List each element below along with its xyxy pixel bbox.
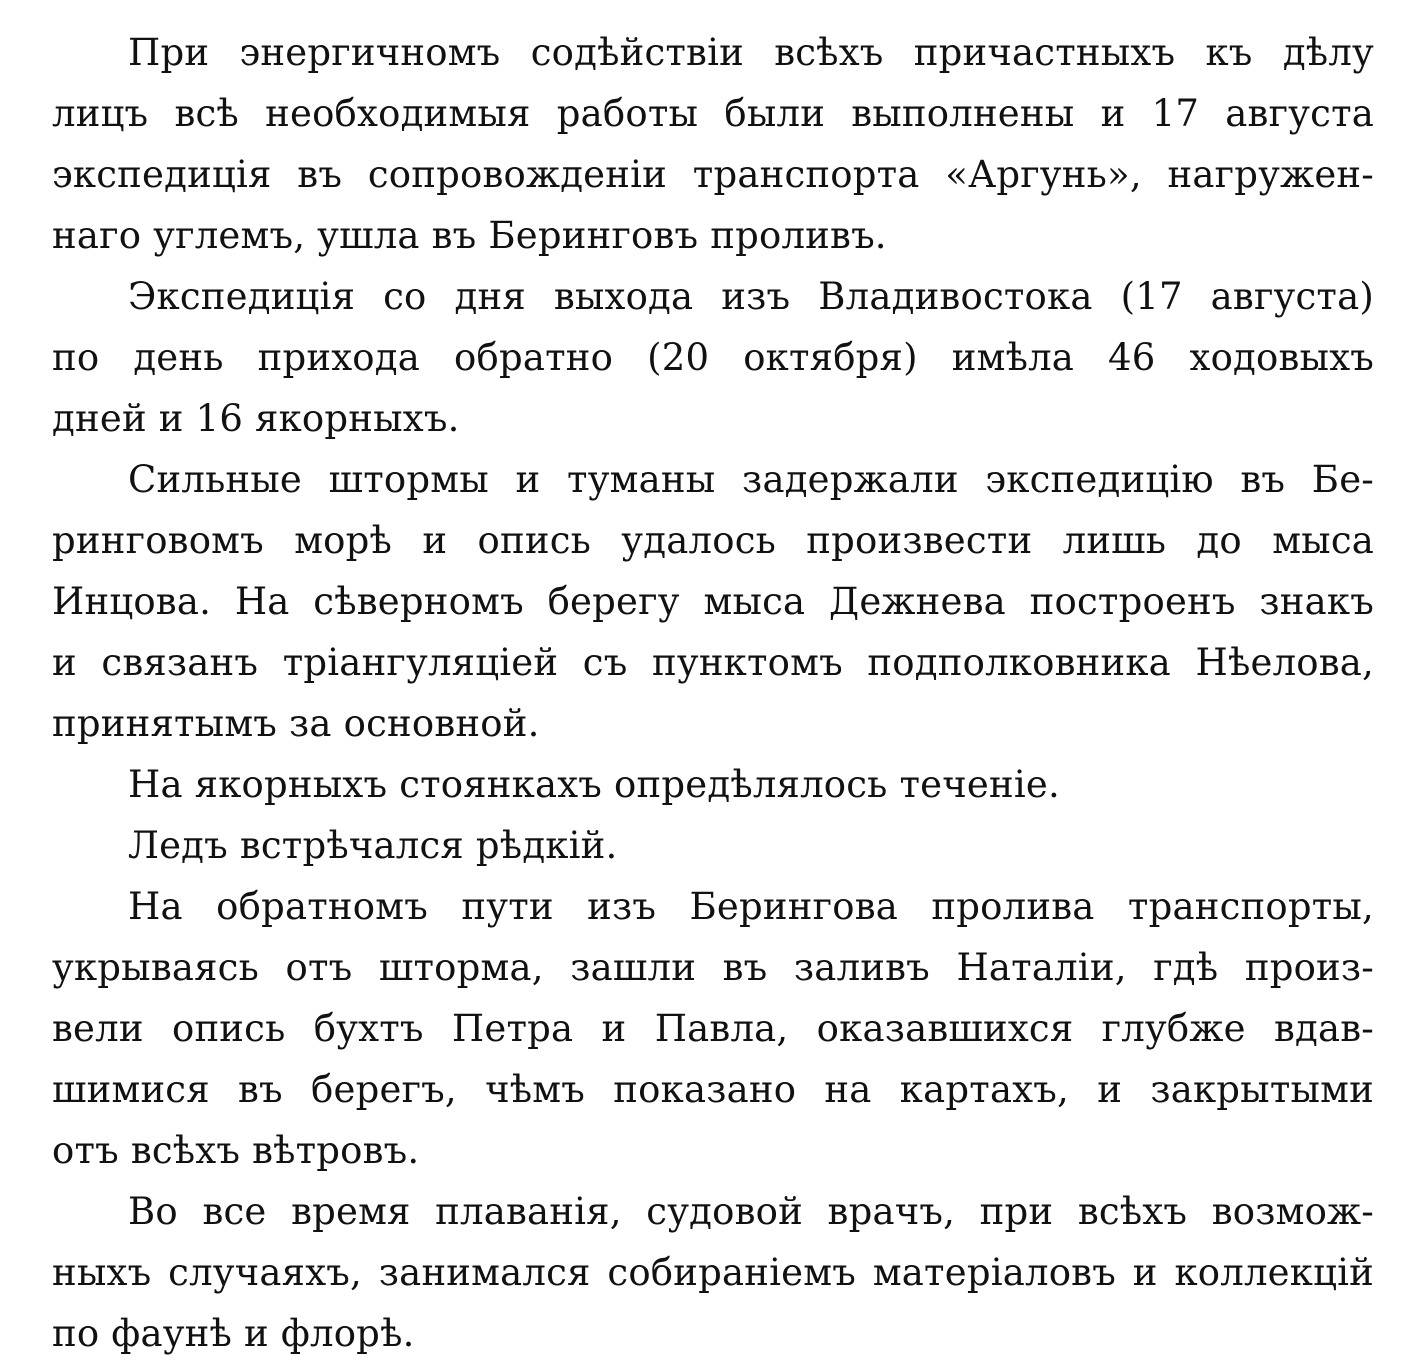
paragraph-7: [52, 1181, 1374, 1364]
text-line: Инцова. На сѣверномъ берегу мыса Дежнева построенъ знакъ: [52, 580, 1374, 623]
text-line: На обратномъ пути изъ Берингова пролива транспорты,: [128, 885, 1374, 928]
paragraph-3: [52, 449, 1374, 754]
document-text: [52, 22, 1374, 1364]
paragraph-5: [52, 815, 1374, 876]
paragraph-2: [52, 266, 1374, 449]
text-line: по день прихода обратно (20 октября) имѣла 46 ходовыхъ: [52, 336, 1374, 379]
text-line: по фаунѣ и флорѣ.: [52, 1312, 415, 1355]
text-line: Ледъ встрѣчался рѣдкій.: [128, 824, 618, 867]
text-line: ныхъ случаяхъ, занимался собираніемъ матеріаловъ и коллекцій: [52, 1251, 1374, 1294]
text-line: наго углемъ, ушла въ Беринговъ проливъ.: [52, 214, 887, 257]
text-line: шимися въ берегъ, чѣмъ показано на картахъ, и закрытыми: [52, 1068, 1374, 1111]
text-line: дней и 16 якорныхъ.: [52, 397, 460, 440]
paragraph-6: [52, 876, 1374, 1181]
text-line: укрываясь отъ шторма, зашли въ заливъ Наталіи, гдѣ произ-: [52, 946, 1374, 989]
text-line: вели опись бухтъ Петра и Павла, оказавшихся глубже вдав-: [52, 1007, 1374, 1050]
text-line: При энергичномъ содѣйствіи всѣхъ причастныхъ къ дѣлу: [128, 31, 1374, 74]
text-line: Сильные штормы и туманы задержали экспедицію въ Бе-: [128, 458, 1374, 501]
paragraph-4: [52, 754, 1374, 815]
text-line: отъ всѣхъ вѣтровъ.: [52, 1129, 420, 1172]
text-line: и связанъ тріангуляціей съ пунктомъ подполковника Нѣелова,: [52, 641, 1374, 684]
paragraph-1: [52, 22, 1374, 266]
text-line: ринговомъ морѣ и опись удалось произвести лишь до мыса: [52, 519, 1374, 562]
text-line: лицъ всѣ необходимыя работы были выполнены и 17 августа: [52, 92, 1374, 135]
text-line: На якорныхъ стоянкахъ опредѣлялось теченіе.: [128, 763, 1060, 806]
text-line: Во все время плаванія, судовой врачъ, при всѣхъ возмож-: [128, 1190, 1374, 1233]
text-line: экспедиція въ сопровожденіи транспорта «Аргунь», нагружен-: [52, 153, 1374, 196]
text-line: принятымъ за основной.: [52, 702, 540, 745]
text-line: Экспедиція со дня выхода изъ Владивостока (17 августа): [128, 275, 1374, 318]
